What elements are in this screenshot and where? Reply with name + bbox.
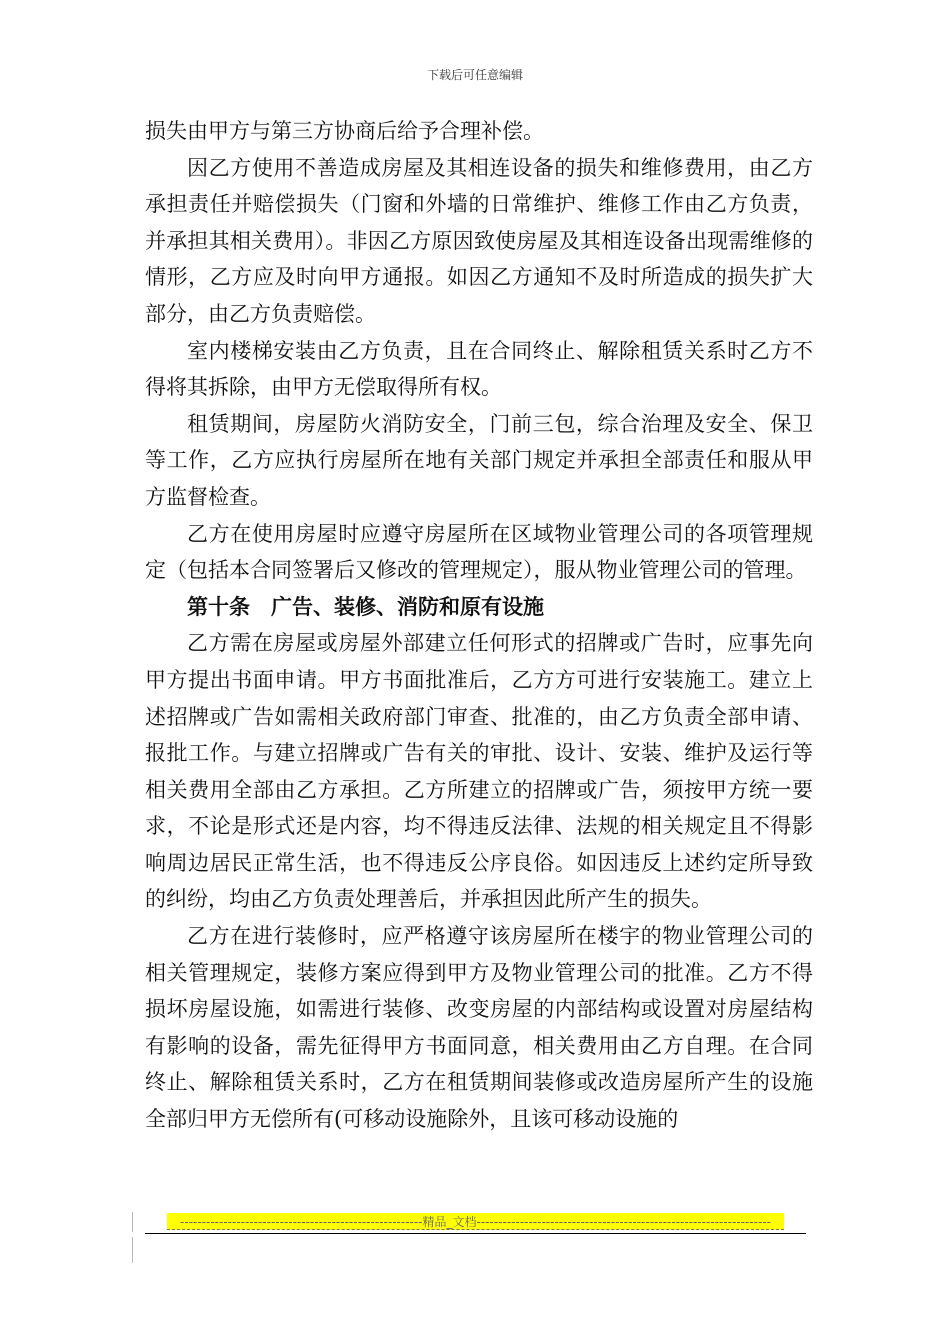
margin-marker-upper: [132, 1212, 133, 1232]
paragraph-renovation: 乙方在进行装修时，应严格遵守该房屋所在楼宇的物业管理公司的相关管理规定，装修方案应得到甲方及物业管理公司的批准。乙方不得损坏房屋设施，如需进行装修、改变房屋的内部结构或设置对房屋结构有影响的设备，需先征得甲方书面同意，相关费用由乙方自理。在合同终止、解除租赁关系时，乙方在租赁期间装修或改造房屋所产生的设施全部归甲方无偿所有(可移动设施除外，且该可移动设施的: [145, 924, 813, 1132]
paragraph-fire-safety: 租赁期间，房屋防火消防安全，门前三包，综合治理及安全、保卫等工作，乙方应执行房屋所在地有关部门规定并承担全部责任和服从甲方监督检查。: [145, 411, 813, 509]
paragraph-damage-liability: 因乙方使用不善造成房屋及其相连设备的损失和维修费用，由乙方承担责任并赔偿损失（门窗和外墙的日常维护、维修工作由乙方负责，并承担其相关费用）。非因乙方原因致使房屋及其相连设备出现需维修的情形，乙方应及时向甲方通报。如因乙方通知不及时所造成的损失扩大部分，由乙方负责赔偿。: [145, 155, 813, 326]
paragraph-indoor-stairs: 室内楼梯安装由乙方负责，且在合同终止、解除租赁关系时乙方不得将其拆除，由甲方无偿取得所有权。: [145, 338, 813, 400]
footer-banner: [167, 1213, 784, 1230]
paragraph-signage: 乙方需在房屋或房屋外部建立任何形式的招牌或广告时，应事先向甲方提出书面申请。甲方书面批准后，乙方方可进行安装施工。建立上述招牌或广告如需相关政府部门审查、批准的，由乙方负责全部申请、报批工作。与建立招牌或广告有关的审批、设计、安装、维护及运行等相关费用全部由乙方承担。乙方所建立的招牌或广告，须按甲方统一要求，不论是形式还是内容，均不得违反法律、法规的相关规定且不得影响周边居民正常生活，也不得违反公序良俗。如因违反上述约定所导致的纠纷，均由乙方负责处理善后，并承担因此所产生的损失。: [145, 631, 813, 912]
footer-label: --------------------------------------------------------精品_文档--------------------------------------------------------------------: [180, 1214, 771, 1229]
footer-divider: [145, 1233, 806, 1234]
paragraph-property-management: 乙方在使用房屋时应遵守房屋所在区域物业管理公司的各项管理规定（包括本合同签署后又修改的管理规定），服从物业管理公司的管理。: [145, 521, 813, 583]
page-header-note: 下载后可任意编辑: [426, 68, 523, 82]
document-body: [145, 113, 813, 1138]
paragraph-continuation: 损失由甲方与第三方协商后给予合理补偿。: [145, 119, 544, 143]
section-heading-article-10: 第十条 广告、装修、消防和原有设施: [187, 594, 544, 619]
margin-marker-lower: [132, 1237, 133, 1263]
